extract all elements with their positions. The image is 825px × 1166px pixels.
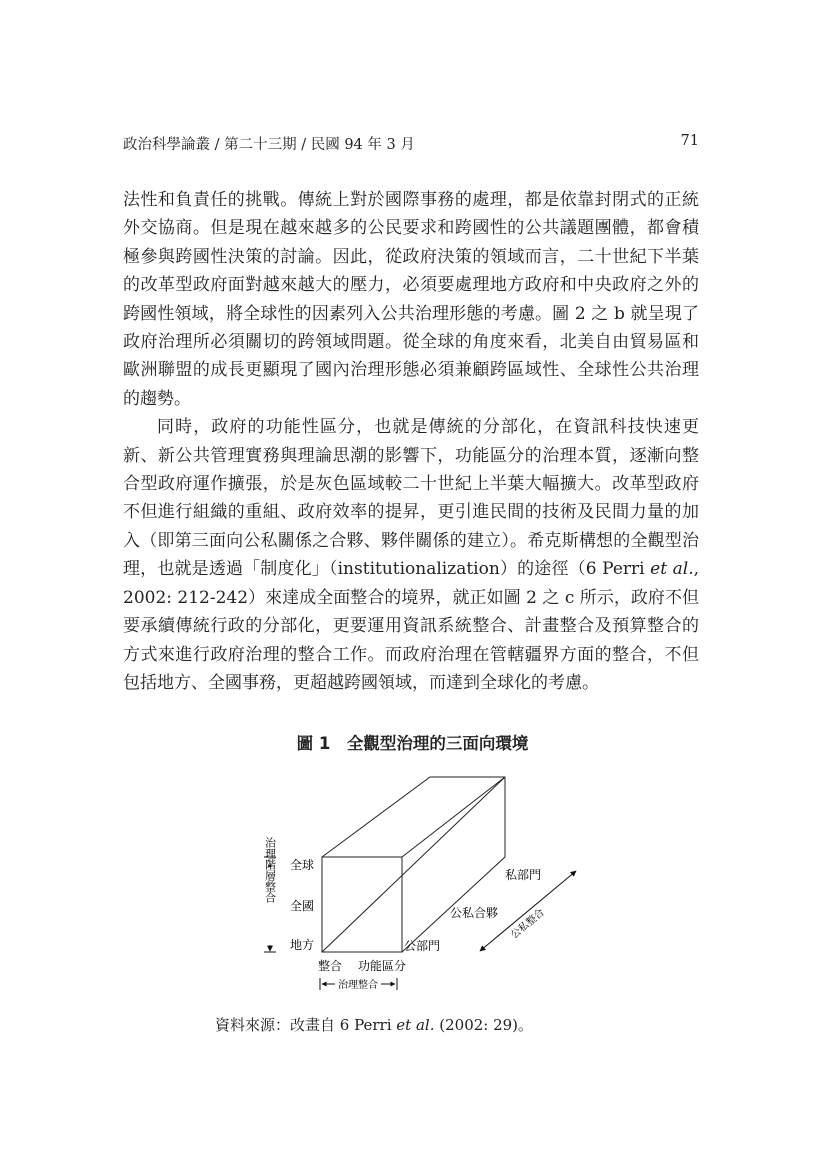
paragraph-1: 法性和負責任的挑戰。傳統上對於國際事務的處理，都是依靠封閉式的正統外交協商。但是現在越來越多的公民要求和跨國性的公共議題團體，都會積極參與跨國性決策的討論。因此，從政府決策的領域而言，二十世紀下半葉的改革型政府面對越來越大的壓力，必須要處理地方政府和中央政府之外的跨國性領域，將全球性的因素列入公共治理形態的考慮。圖 2 之 b 就呈現了政府治理所必須關切的跨領域問題。從全球的角度來看，北美自由貿易區和歐洲聯盟的成長更顯現了國內治理形態必須兼顧跨區域性、全球性公共治理的趨勢。 <box>123 190 699 409</box>
source-et-al: et al. <box>396 1016 435 1034</box>
private-sector-label: 私部門 <box>505 868 542 882</box>
running-header <box>123 133 699 153</box>
global-label: 全球 <box>290 858 315 872</box>
page-number: 71 <box>680 133 699 149</box>
local-label: 地方 <box>290 938 315 952</box>
vertical-axis-label: 治理階層整合 <box>263 837 277 903</box>
horizontal-axis-label: 治理整合 <box>338 980 378 991</box>
et-al-italic: et al. <box>650 559 694 580</box>
partnership-label: 公私合夥 <box>450 906 499 920</box>
functional-label: 功能區分 <box>358 959 407 973</box>
paragraph-2 <box>123 413 699 697</box>
national-label: 全國 <box>290 899 315 913</box>
journal-title: 政治科學論叢 / 第二十三期 / 民國 94 年 3 月 <box>123 137 415 153</box>
integration-label: 整合 <box>318 959 343 973</box>
diagonal-axis-label: 公私整合 <box>509 907 547 942</box>
source-suffix: (2002: 29)。 <box>434 1016 534 1034</box>
figure-title: 圖 1 全觀型治理的三面向環境 <box>296 734 529 753</box>
source-prefix: 資料來源：改畫自 6 Perri <box>215 1016 397 1034</box>
body-text <box>123 186 699 697</box>
paragraph-2-part-b: , 2002: 212-242）來達成全面整合的境界，就正如圖 2 之 c 所示，政府不但要承續傳統行政的分部化，更要運用資訊系統整合、計畫整合及預算整合的方式來進行政府治理的整合工作。而政府治理在管轄疆界方面的整合，不但包括地方、全國事務，更超越跨國領域，而達到全球化的考慮。 <box>123 559 699 693</box>
figure-source <box>215 1014 533 1035</box>
governance-cube-diagram <box>240 765 600 1005</box>
paragraph-2-part-a: 同時，政府的功能性區分，也就是傳統的分部化，在資訊科技快速更新、新公共管理實務與理論思潮的影響下，功能區分的治理本質，逐漸向整合型政府運作擴張，於是灰色區域較二十世紀上半葉大幅擴大。改革型政府不但進行組織的重組、政府效率的提昇，更引進民間的技術及民間力量的加入（即第三面向公私關係之合夥、夥伴關係的建立）。希克斯構想的全觀型治理，也就是透過「制度化」（institutionalization）的途徑（6 Perri <box>123 417 699 580</box>
public-sector-label: 公部門 <box>404 939 441 953</box>
cube-wireframe <box>322 777 505 952</box>
